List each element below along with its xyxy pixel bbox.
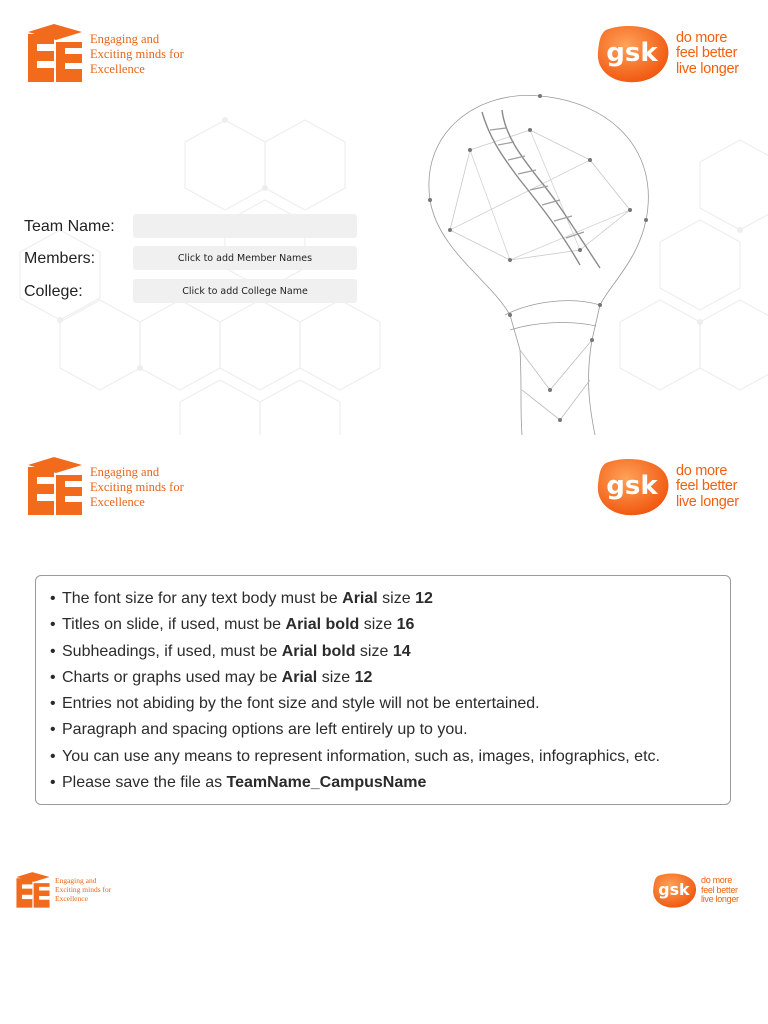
guideline-emphasis: 12 [354,668,373,686]
bullet-icon: • [50,590,56,607]
gsk-blob-icon [596,24,670,84]
gsk-tagline-2: feel better [701,884,738,895]
guideline-text: The font size for any text body must be [62,590,343,607]
guideline-emphasis: Arial [281,668,318,686]
logo-line-1: Engaging and [90,465,160,479]
gsk-tagline-3: live longer [701,894,739,905]
team-name-label: Team Name: [24,218,115,235]
guidelines-list [50,586,720,796]
bullet-icon: • [50,747,56,765]
guideline-text: Charts or graphs used may be [62,668,282,686]
bullet-icon: • [50,721,56,739]
guideline-item [50,770,720,796]
guideline-text: Subheadings, if used, must be [62,642,282,660]
guideline-item [50,639,720,665]
logo-line-3: Excellence [90,62,145,76]
bullet-icon: • [50,668,56,686]
guideline-emphasis: 12 [415,590,433,607]
guideline-emphasis: 14 [392,642,411,660]
guideline-item [50,717,720,743]
college-label: College: [24,283,83,300]
logo-line-1: Engaging and [90,32,160,46]
guideline-item [50,744,720,770]
ee-logo-icon [14,872,52,909]
bullet-icon: • [50,642,56,660]
ee-logo-icon [24,457,86,517]
gsk-tagline-3: live longer [676,60,739,77]
guideline-item [50,691,720,717]
team-name-field[interactable] [133,214,357,238]
guideline-text: size [355,642,393,660]
guidelines-box [35,575,731,805]
guideline-text: size [359,616,397,634]
gsk-logo [652,872,739,909]
title-slide [0,0,768,435]
gsk-tagline-1: do more [701,875,732,886]
logo-line-1: Engaging and [55,876,97,885]
gsk-tagline-2: feel better [676,478,738,495]
logo-line-2: Exciting minds for [55,885,112,894]
guideline-text: size [377,590,416,607]
guideline-emphasis: Arial bold [281,642,356,660]
gsk-tagline-2: feel better [676,45,738,62]
logo-line-2: Exciting minds for [90,47,184,61]
members-label: Members: [24,250,96,267]
college-field[interactable]: Click to add College Name [133,279,357,303]
gsk-mark: gsk [606,471,658,501]
bullet-icon: • [50,695,56,713]
guideline-item [50,612,720,638]
gsk-blob-icon [596,457,670,517]
guideline-item [50,665,720,691]
bright-future-logo [24,24,184,84]
bullet-icon: • [50,616,56,634]
gsk-mark: gsk [658,879,690,899]
guideline-text: size [317,668,355,686]
members-field[interactable]: Click to add Member Names [133,246,357,270]
gsk-mark: gsk [606,38,658,68]
gsk-blob-icon [652,872,697,909]
guideline-item [50,586,720,612]
closing-slide [0,840,768,1024]
bright-future-logo [14,872,111,909]
logo-line-2: Exciting minds for [90,480,184,494]
guideline-emphasis: Arial bold [285,616,360,634]
guideline-text: Titles on slide, if used, must be [62,616,286,634]
guideline-text: You can use any means to represent information, such as, images, infographics, etc. [62,747,660,765]
guideline-emphasis: Arial [342,590,378,607]
bright-future-logo [24,457,184,517]
guidelines-slide [0,437,768,837]
logo-line-3: Excellence [90,495,145,509]
gsk-tagline-1: do more [676,30,728,47]
ee-logo-icon [24,24,86,84]
logo-line-3: Excellence [55,894,88,903]
gsk-tagline-1: do more [676,463,728,480]
guideline-emphasis: TeamName_CampusName [226,774,427,792]
guideline-emphasis: 16 [396,616,415,634]
dna-lightbulb-illustration [410,90,670,435]
guideline-text: Please save the file as [62,774,227,792]
bullet-icon: • [50,774,56,792]
gsk-logo [596,24,739,84]
gsk-logo [596,457,739,517]
gsk-tagline-3: live longer [676,493,739,510]
guideline-text: Paragraph and spacing options are left entirely up to you. [62,721,468,739]
guideline-text: Entries not abiding by the font size and style will not be entertained. [62,695,540,713]
